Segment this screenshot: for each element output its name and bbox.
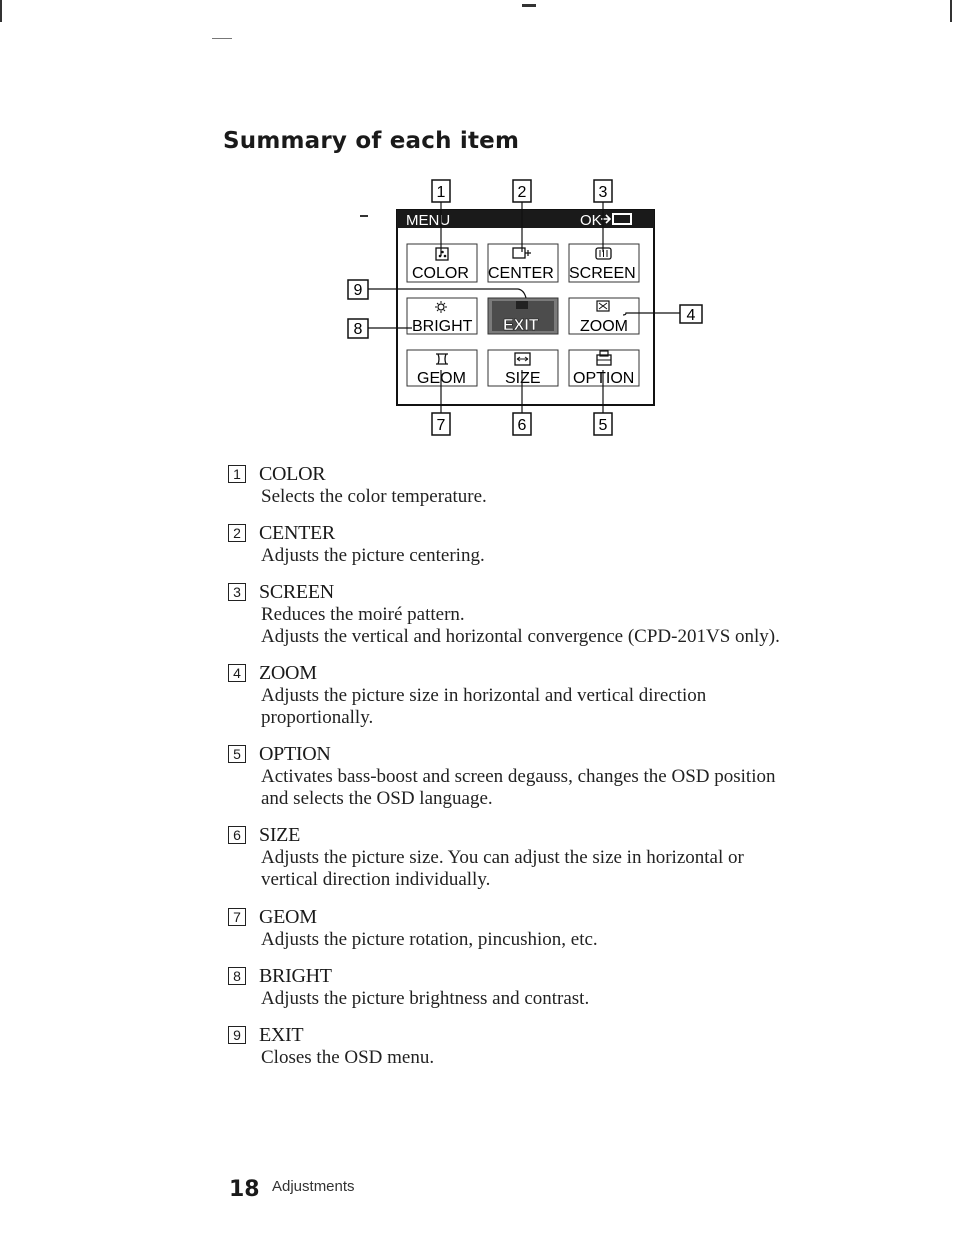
scan-speck xyxy=(522,4,536,7)
osd-tile-label: ZOOM xyxy=(580,318,628,335)
size-icon xyxy=(515,353,530,365)
osd-tile-label: OPTION xyxy=(573,370,635,387)
item-name: CENTER xyxy=(259,521,335,544)
osd-tile-exit xyxy=(488,298,558,334)
callout-8 xyxy=(348,319,368,338)
item-name: SCREEN xyxy=(259,580,334,603)
osd-tile-label: SIZE xyxy=(505,370,541,387)
list-item xyxy=(228,964,868,1010)
zoom-icon xyxy=(597,301,609,311)
section-title: Summary of each item xyxy=(223,128,520,154)
item-name: BRIGHT xyxy=(259,964,332,987)
option-icon xyxy=(597,351,611,365)
item-description: Selects the color temperature. xyxy=(261,486,487,507)
osd-tile-size xyxy=(488,350,558,387)
item-number-badge: 4 xyxy=(228,664,246,682)
callout-2 xyxy=(513,180,531,202)
item-description: Adjusts the picture size in horizontal and vertical direction xyxy=(261,685,707,706)
list-item xyxy=(228,742,868,810)
scan-edge-mark xyxy=(0,0,2,22)
svg-text:8: 8 xyxy=(353,321,363,338)
item-description: Adjusts the picture size. You can adjust the size in horizontal or xyxy=(261,847,744,868)
osd-tile-option xyxy=(569,350,639,387)
callout-3 xyxy=(594,180,612,202)
item-name: COLOR xyxy=(259,462,326,485)
callout-9 xyxy=(348,280,368,299)
osd-tile-bright xyxy=(407,298,477,335)
svg-text:5: 5 xyxy=(598,417,608,434)
item-number-badge: 3 xyxy=(228,583,246,601)
osd-tile-label: COLOR xyxy=(412,265,469,282)
svg-text:1: 1 xyxy=(436,184,446,201)
osd-ok-label: OK xyxy=(580,212,602,229)
osd-tile-label: GEOM xyxy=(417,370,466,387)
osd-tile-label: BRIGHT xyxy=(412,318,473,335)
callout-6 xyxy=(513,413,531,435)
osd-menu-label: MENU xyxy=(406,212,451,229)
item-name: SIZE xyxy=(259,823,301,846)
scan-speck xyxy=(360,215,368,217)
item-description: proportionally. xyxy=(261,707,374,728)
page-number: 18 xyxy=(229,1177,260,1202)
list-item xyxy=(228,661,868,729)
item-number-badge: 1 xyxy=(228,465,246,483)
svg-text:4: 4 xyxy=(686,307,696,324)
list-item xyxy=(228,905,868,951)
running-footer-section: Adjustments xyxy=(272,1178,355,1195)
item-number-badge: 2 xyxy=(228,524,246,542)
svg-text:7: 7 xyxy=(436,417,446,434)
item-description: and selects the OSD language. xyxy=(261,788,493,809)
exit-icon xyxy=(516,301,528,309)
item-description: Closes the OSD menu. xyxy=(261,1047,435,1068)
osd-menu-diagram xyxy=(340,170,720,445)
item-description: Activates bass-boost and screen degauss, changes the OSD position xyxy=(261,766,776,787)
scan-edge-mark xyxy=(950,0,952,22)
callout-1 xyxy=(432,180,450,202)
item-number-badge: 5 xyxy=(228,745,246,763)
item-number-badge: 8 xyxy=(228,967,246,985)
osd-tile-label: EXIT xyxy=(503,317,539,334)
item-name: OPTION xyxy=(259,742,331,765)
svg-text:9: 9 xyxy=(353,282,363,299)
item-description: Adjusts the picture centering. xyxy=(261,545,485,566)
osd-tile-center xyxy=(488,244,558,282)
color-icon xyxy=(436,248,448,260)
item-description: vertical direction individually. xyxy=(261,869,491,890)
svg-text:2: 2 xyxy=(517,184,527,201)
item-description: Reduces the moiré pattern. xyxy=(261,604,465,625)
callout-4 xyxy=(680,305,702,324)
geometry-icon xyxy=(436,354,448,364)
item-description: Adjusts the picture rotation, pincushion, etc. xyxy=(261,929,598,950)
osd-tile-zoom xyxy=(569,298,639,335)
osd-tile-color xyxy=(407,244,477,282)
svg-text:6: 6 xyxy=(517,417,527,434)
list-item xyxy=(228,1023,868,1069)
item-description: Adjusts the vertical and horizontal convergence (CPD-201VS only). xyxy=(261,626,780,647)
item-name: GEOM xyxy=(259,905,317,928)
item-number-badge: 7 xyxy=(228,908,246,926)
callout-5 xyxy=(594,413,612,435)
osd-tile-label: CENTER xyxy=(488,265,554,282)
item-name: EXIT xyxy=(259,1023,304,1046)
osd-tile-screen xyxy=(569,244,639,282)
list-item xyxy=(228,580,868,648)
list-item xyxy=(228,462,868,508)
svg-text:3: 3 xyxy=(598,184,608,201)
list-item xyxy=(228,823,868,891)
item-name: ZOOM xyxy=(259,661,317,684)
callout-7 xyxy=(432,413,450,435)
osd-tile-label: SCREEN xyxy=(569,265,636,282)
osd-tile-geom xyxy=(407,350,477,387)
item-number-badge: 9 xyxy=(228,1026,246,1044)
brightness-sun-icon xyxy=(435,301,447,313)
item-description: Adjusts the picture brightness and contrast. xyxy=(261,988,590,1009)
list-item xyxy=(228,521,868,567)
scan-speck xyxy=(212,38,232,39)
item-number-badge: 6 xyxy=(228,826,246,844)
